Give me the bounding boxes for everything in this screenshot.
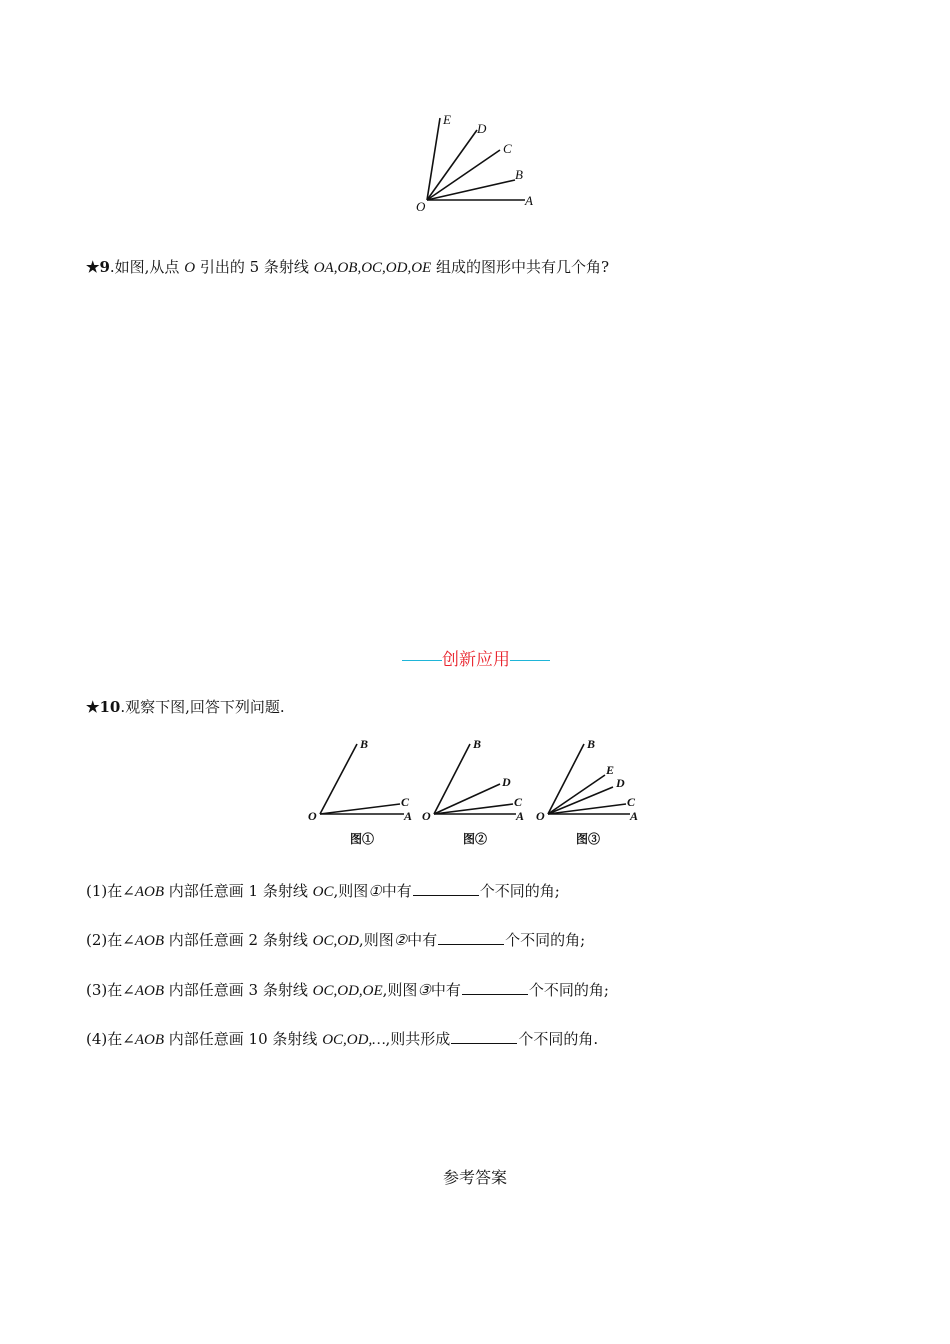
fig1-label-B: B [360, 737, 369, 751]
section-title-text: 创新应用 [442, 650, 510, 670]
part-text: ,则共形成 [385, 1030, 451, 1048]
part-text: ,则图 [382, 981, 418, 999]
part-text: 个不同的角; [528, 981, 609, 999]
ray-OE [427, 118, 440, 200]
q10-part-2 [86, 930, 585, 951]
part-text: 内部任意画 1 条射线 [168, 882, 308, 900]
ray-list: OC,OD,OE [312, 983, 383, 999]
fig1-label-A: A [404, 809, 413, 823]
fig1-ray-OB [320, 744, 357, 814]
fig1-label-O: O [308, 809, 317, 823]
fig1-label-C: C [401, 795, 410, 809]
question-text: 组成的图形中共有几个角? [436, 258, 610, 276]
angle-label: AOB [134, 933, 164, 949]
label-E: E [443, 112, 451, 127]
fig3-label-B: B [587, 737, 596, 751]
fig2-label-C: C [514, 795, 523, 809]
part-text: 个不同的角; [479, 882, 560, 900]
angle-label: AOB [134, 1032, 164, 1048]
figure-ref: ① [368, 884, 382, 900]
ray-OD [427, 130, 477, 200]
fig1-caption: 图① [350, 832, 375, 846]
angle-label: AOB [134, 983, 164, 999]
question-9 [86, 257, 609, 278]
fig3-label-A: A [630, 809, 639, 823]
part-text: 个不同的角. [518, 1030, 599, 1048]
figure-ref: ③ [417, 983, 431, 999]
question-text: 引出的 5 条射线 [199, 258, 309, 276]
part-text: (1)在∠ [86, 882, 135, 900]
ray-list: OC,OD [312, 933, 359, 949]
fig3-label-O: O [536, 809, 545, 823]
fig3-label-C: C [627, 795, 636, 809]
q10-part-3 [86, 980, 609, 1001]
section-title [395, 645, 557, 670]
question-number: 9 [99, 258, 110, 276]
answer-blank[interactable] [451, 1029, 517, 1044]
answer-blank[interactable] [413, 881, 479, 896]
label-B: B [515, 167, 523, 182]
part-text: 中有 [381, 882, 412, 900]
star-icon: ★ [86, 698, 100, 716]
part-text: 内部任意画 2 条射线 [168, 931, 308, 949]
fig3-label-D: D [616, 776, 625, 790]
part-text: 个不同的角; [505, 931, 586, 949]
fig2-label-D: D [502, 775, 511, 789]
answer-blank[interactable] [438, 930, 504, 945]
part-text: (2)在∠ [86, 931, 135, 949]
fig3-caption: 图③ [576, 832, 601, 846]
fig1-ray-OC [320, 804, 400, 814]
question-text: .观察下图,回答下列问题. [120, 698, 285, 716]
question-10 [86, 697, 285, 717]
angle-label: AOB [134, 884, 164, 900]
q10-part-4 [86, 1029, 598, 1050]
part-text: 内部任意画 3 条射线 [168, 981, 308, 999]
question-number: 10 [99, 698, 121, 716]
part-text: 中有 [430, 981, 461, 999]
part-text: 中有 [407, 931, 438, 949]
rays-figure-q9 [405, 108, 555, 218]
part-text: (3)在∠ [86, 981, 135, 999]
fig3-ray-OB [548, 744, 584, 814]
ray-list: OC [312, 884, 334, 900]
part-text: 内部任意画 10 条射线 [168, 1030, 318, 1048]
question-text: .如图,从点 [109, 258, 180, 276]
label-A: A [525, 193, 533, 208]
part-text: (4)在∠ [86, 1030, 135, 1048]
fig2-ray-OB [434, 744, 470, 814]
label-C: C [503, 141, 512, 156]
star-icon: ★ [86, 258, 100, 276]
figure-ref: ② [393, 933, 408, 949]
answer-blank[interactable] [462, 980, 528, 995]
point-label: O [184, 260, 196, 276]
fig2-label-O: O [422, 809, 431, 823]
title-rule-right [510, 660, 550, 661]
q10-figures [300, 732, 660, 852]
fig2-caption: 图② [463, 832, 488, 846]
q10-part-1 [86, 881, 560, 902]
fig2-label-B: B [473, 737, 482, 751]
ray-list: OA,OB,OC,OD,OE [313, 260, 432, 276]
title-rule-left [402, 660, 442, 661]
ray-list: OC,OD,… [322, 1032, 386, 1048]
fig2-label-A: A [516, 809, 525, 823]
label-D: D [477, 121, 487, 136]
answers-title: 参考答案 [442, 1168, 507, 1187]
label-O: O [416, 199, 426, 214]
part-text: ,则图 [333, 882, 369, 900]
fig3-label-E: E [606, 763, 615, 777]
part-text: ,则图 [358, 931, 394, 949]
